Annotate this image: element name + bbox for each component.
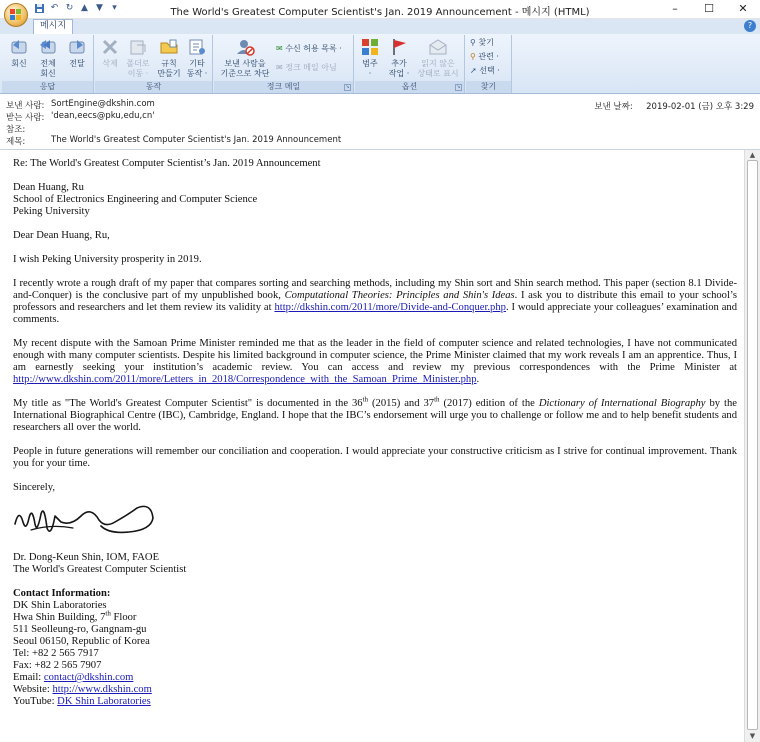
select-icon: ➚ — [470, 66, 477, 75]
addressee-block — [13, 182, 737, 218]
ribbon-tab-strip — [0, 19, 760, 34]
scroll-thumb[interactable] — [747, 160, 758, 730]
subject-value: The World's Greatest Computer Scientist's Jan. 2019 Announcement — [51, 135, 342, 145]
group-actions — [95, 35, 213, 93]
categorize-button[interactable]: 범주 · — [357, 37, 383, 79]
create-rule-button[interactable]: 규칙 만들기 — [155, 37, 183, 79]
scroll-up-button[interactable]: ▲ — [749, 151, 756, 159]
group-label-find: 찾기 — [466, 81, 511, 93]
office-logo-icon — [10, 9, 22, 21]
divide-and-conquer-link[interactable]: http://dkshin.com/2011/more/Divide-and-Conquer.php — [274, 302, 506, 313]
rule-icon — [159, 37, 179, 57]
paragraph-draft: I recently wrote a rough draft of my paper that compares sorting and searching methods, including my Shin sort and Shin search method. This paper (section 8.1 Divide-and-Conquer) is the conclusive part of my unpublished book, Computational Theories: Principles and Shin's Ideas. I ask you to distribute this email to your school’s professors and researchers and let them review its validity at http://dkshin.com/2011/more/Divide-and-Conquer.php. I would appreciate your colleagues’ examination and comments. — [13, 278, 737, 325]
group-find — [466, 35, 512, 93]
book-title: Computational Theories: Principles and Shin's Ideas — [284, 290, 515, 301]
up-icon[interactable]: ▲ — [81, 3, 88, 13]
sent-date — [594, 100, 754, 112]
sent-label: 보낸 날짜: — [594, 102, 633, 112]
redo-icon[interactable]: ↻ — [65, 3, 74, 13]
salutation: Dear Dean Huang, Ru, — [13, 230, 110, 241]
sender-block — [13, 552, 737, 576]
window-title: The World's Greatest Computer Scientist's Jan. 2019 Announcement - 메시지 (HTML) — [170, 7, 590, 18]
group-label-options: 옵션 — [355, 81, 464, 93]
cc-label: 참조: — [6, 125, 26, 135]
title-bar — [0, 0, 760, 19]
junk-dialog-launcher[interactable]: ↘ — [345, 84, 350, 90]
group-label-junk: 정크 메일 — [214, 81, 353, 93]
from-value[interactable]: SortEngine@dkshin.com — [51, 99, 155, 109]
find-button[interactable]: ⚲ 찾기 — [470, 38, 494, 47]
move-to-folder-button[interactable]: 폴더로 이동 · — [123, 37, 153, 79]
sent-value: 2019-02-01 (금) 오후 3:29 — [646, 102, 754, 112]
paragraph-wish: I wish Peking University prosperity in 2019. — [13, 254, 202, 265]
youtube-link[interactable]: DK Shin Laboratories — [57, 696, 151, 707]
signature-image — [11, 494, 161, 544]
email-link[interactable]: contact@dkshin.com — [43, 672, 134, 683]
sender-title: The World's Greatest Computer Scientist — [13, 564, 187, 575]
not-junk-button[interactable]: ✉ 정크 메일 아님 — [276, 63, 337, 72]
reply-button[interactable]: 회신 — [6, 37, 32, 69]
contact-website-row: Website: http://www.dkshin.com — [13, 684, 152, 695]
block-sender-button[interactable]: 보낸 사람을 기준으로 차단 — [216, 37, 274, 79]
contact-block — [13, 588, 737, 708]
group-respond — [2, 35, 94, 93]
message-content — [13, 158, 737, 708]
forward-button[interactable]: 전달 — [64, 37, 90, 69]
addressee-name: Dean Huang, Ru — [13, 182, 84, 193]
delete-button[interactable]: 삭제 — [97, 37, 123, 69]
customize-icon[interactable]: ▾ — [112, 3, 117, 13]
ribbon — [0, 34, 760, 94]
contact-youtube-row: YouTube: DK Shin Laboratories — [13, 696, 151, 707]
paragraph-title: My title as "The World's Greatest Computer Scientist" is documented in the 36th (2015) and 37th (2017) edition of the Dictionary of International Biography by the International Biographical Centre (IBC), Cambridge, England. I hope that the IBC’s endorsement will urge you to challenge or follow me and to help benefit students and researchers all over the world. — [13, 395, 737, 433]
delete-icon — [100, 37, 120, 57]
other-actions-icon — [187, 37, 207, 57]
options-dialog-launcher[interactable]: ↘ — [456, 84, 461, 90]
minimize-button[interactable]: – — [672, 2, 678, 15]
sender-name: Dr. Dong-Keun Shin, IOM, FAOE — [13, 552, 160, 563]
contact-fax: Fax: +82 2 565 7907 — [13, 660, 102, 671]
maximize-button[interactable]: ☐ — [704, 2, 714, 15]
group-label-respond: 응답 — [2, 81, 93, 93]
paragraph-dispute: My recent dispute with the Samoan Prime Minister reminded me that as the leader in the field of computer science and related technologies, I have not communicated enough with many computer scientists. Despite his limited background in computer science, the Prime Minister claimed that my work reveals I am an apprentice. Thus, I am earnestly seeking your institution’s academic review. You can access and review my previous correspondences with the Prime Minister at http://www.dkshin.com/2011/more/Letters_in_2018/Correspondence_with_the_Samoan_Prime_Minister.php. — [13, 338, 737, 385]
addressee-university: Peking University — [13, 206, 90, 217]
related-icon: ⚲ — [470, 52, 476, 61]
contact-street: 511 Seolleung-ro, Gangnam-gu — [13, 624, 147, 635]
binoculars-icon: ⚲ — [470, 38, 476, 47]
flag-icon — [389, 37, 409, 57]
move-folder-icon — [128, 37, 148, 57]
safe-list-icon: ✉ — [276, 44, 283, 53]
addressee-school: School of Electronics Engineering and Computer Science — [13, 194, 258, 205]
subject-label: 제목: — [6, 137, 26, 147]
office-button[interactable] — [4, 3, 28, 27]
to-label: 받는 사람: — [6, 113, 45, 123]
vertical-scrollbar[interactable] — [744, 150, 760, 742]
contact-email-row: Email: contact@dkshin.com — [13, 672, 134, 683]
paragraph-future: People in future generations will remember our conciliation and cooperation. I would appreciate your constructive criticism as I strive for continual improvement. Thank you for your time. — [13, 446, 737, 469]
contact-building: Hwa Shin Building, 7th Floor — [13, 609, 137, 623]
down-icon[interactable]: ▼ — [96, 3, 103, 13]
to-value[interactable]: 'dean,eecs@pku,edu,cn' — [51, 111, 155, 121]
from-label: 보낸 사람: — [6, 101, 45, 111]
group-junk-mail — [214, 35, 354, 93]
block-sender-icon — [235, 37, 255, 57]
close-button[interactable]: ✕ — [738, 2, 748, 15]
contact-city: Seoul 06150, Republic of Korea — [13, 636, 150, 647]
reply-all-button[interactable]: 전체 회신 — [34, 37, 62, 79]
follow-up-button[interactable]: 추가 작업 · — [385, 37, 413, 79]
not-junk-icon: ✉ — [276, 63, 283, 72]
forward-icon — [67, 37, 87, 57]
reply-all-icon — [38, 37, 58, 57]
mark-unread-button[interactable]: 읽지 않은 상태로 표시 — [415, 37, 461, 79]
re-line: Re: The World's Greatest Computer Scientist’s Jan. 2019 Announcement — [13, 158, 321, 169]
contact-org: DK Shin Laboratories — [13, 600, 107, 611]
tab-message[interactable]: 메시지 — [33, 19, 73, 34]
message-header — [0, 95, 760, 150]
website-link[interactable]: http://www.dkshin.com — [52, 684, 152, 695]
group-options — [355, 35, 465, 93]
other-actions-button[interactable]: 기타 동작 · — [183, 37, 211, 79]
message-body[interactable] — [0, 150, 744, 742]
mark-unread-icon — [428, 37, 448, 57]
contact-tel: Tel: +82 2 565 7917 — [13, 648, 99, 659]
closing: Sincerely, — [13, 482, 55, 493]
group-label-actions: 동작 — [95, 81, 212, 93]
related-button[interactable]: ⚲ 관련 · — [470, 52, 499, 61]
scroll-down-button[interactable]: ▼ — [749, 732, 756, 740]
safe-list-button[interactable]: ✉ 수신 허용 목록 · — [276, 44, 342, 53]
undo-icon[interactable]: ↶ — [50, 3, 59, 13]
dictionary-title: Dictionary of International Biography — [538, 398, 706, 409]
correspondence-link[interactable]: http://www.dkshin.com/2011/more/Letters_in_2018/Correspondence_with_the_Samoan_Prime_Minister.php — [13, 374, 477, 385]
select-button[interactable]: ➚ 선택 · — [470, 66, 500, 75]
categorize-icon — [360, 37, 380, 57]
reply-icon — [9, 37, 29, 57]
contact-heading: Contact Information: — [13, 588, 111, 599]
help-icon[interactable]: ? — [744, 20, 756, 32]
